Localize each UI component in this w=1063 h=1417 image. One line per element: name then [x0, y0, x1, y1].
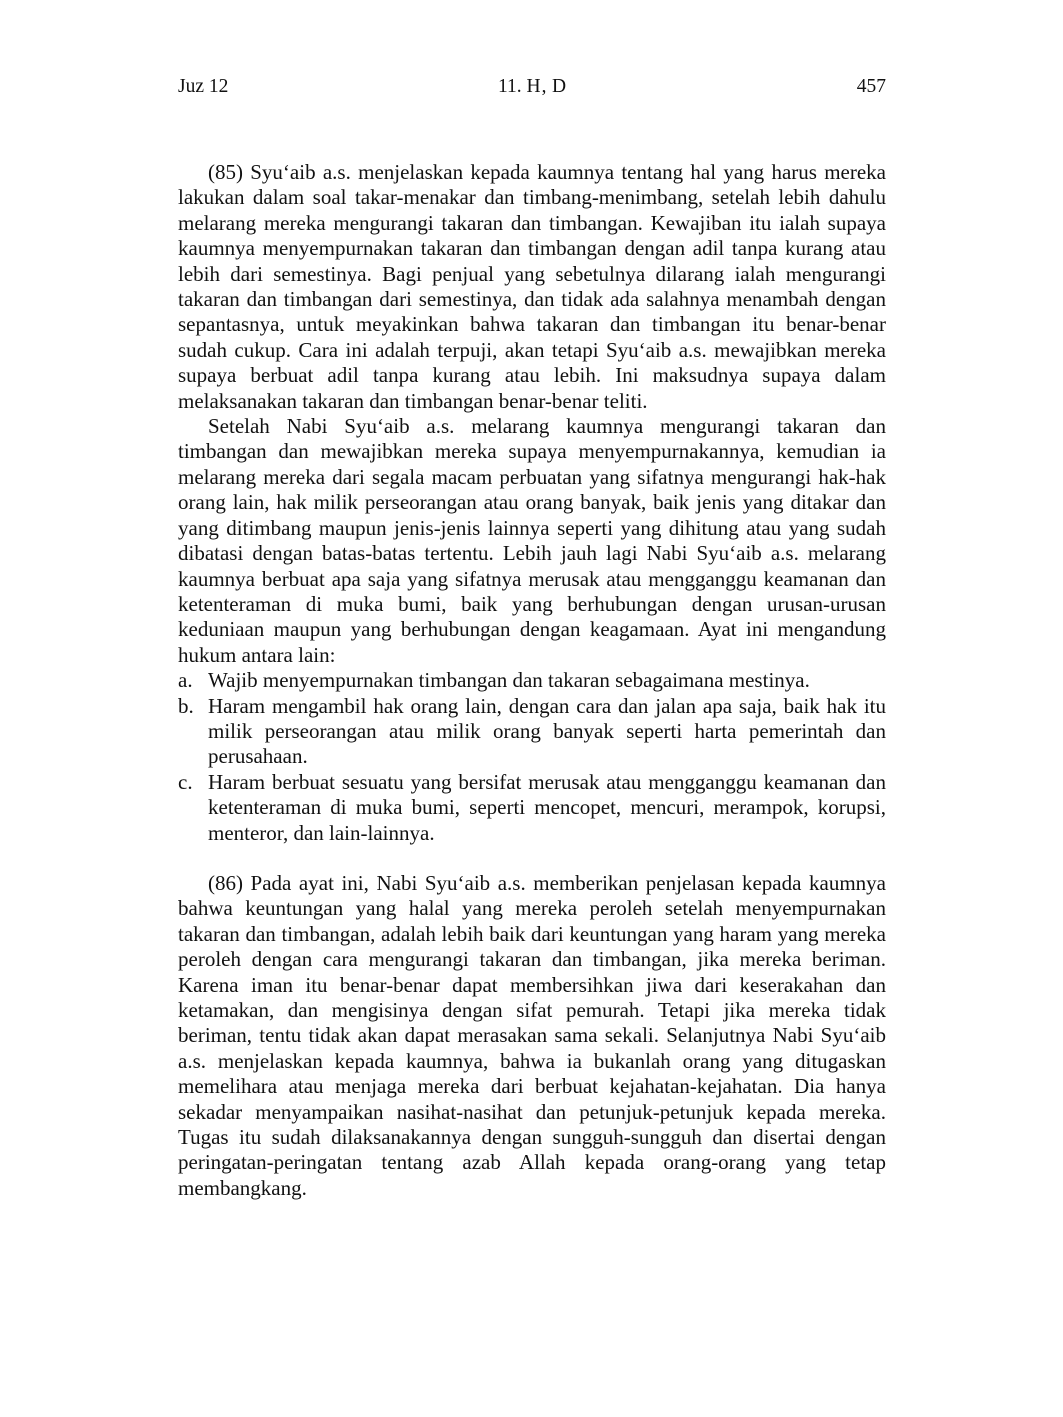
paragraph-85-continuation: Setelah Nabi Syu‘aib a.s. melarang kaumnya mengurangi takaran dan timbangan dan mewajibkan mereka supaya menyempurnakannya, kemudian ia melarang mereka dari segala macam perbuatan yang sifatnya mengurangi hak-hak orang lain, hak milik perseorangan atau orang banyak, baik jenis yang ditakar dan yang ditimbang maupun jenis-jenis lainnya seperti yang dihitung atau yang sudah dibatasi dengan batas-batas tertentu. Lebih jauh lagi Nabi Syu‘aib a.s. melarang kaumnya berbuat apa saja yang sifatnya merusak atau mengganggu keamanan dan ketenteraman di muka bumi, baik yang berhubungan dengan urusan-urusan keduniaan maupun yang berhubungan dengan keagamaan. Ayat ini mengandung hukum antara lain: [178, 414, 886, 667]
list-item-text: Haram mengambil hak orang lain, dengan cara dan jalan apa saja, baik hak itu milik perseorangan atau milik orang banyak seperti harta pemerintah dan perusahaan. [208, 693, 886, 769]
list-item [178, 770, 886, 846]
list-marker: a. [178, 668, 193, 693]
surah-title: 11. H‚ D [497, 76, 567, 97]
list-item-text: Haram berbuat sesuatu yang bersifat merusak atau mengganggu keamanan dan ketenteraman di muka bumi, seperti mencopet, mencuri, merampok, korupsi, menteror, dan lain-lainnya. [208, 769, 886, 845]
paragraph-86: (86) Pada ayat ini, Nabi Syu‘aib a.s. memberikan penjelasan kepada kaumnya bahwa keuntungan yang halal yang mereka peroleh setelah menyempurnakan takaran dan timbangan, adalah lebih baik dari keuntungan yang haram yang mereka peroleh dengan cara mengurangi takaran dan timbangan, jika mereka beriman. Karena iman itu benar-benar dapat membersihkan jiwa dari keserakahan dan ketamakan, dan mengisinya dengan sifat pemurah. Tetapi jika mereka tidak beriman, tentu tidak akan dapat merasakan sama sekali. Selanjutnya Nabi Syu‘aib a.s. menjelaskan kepada kaumnya, bahwa ia bukanlah orang yang ditugaskan memelihara atau menjaga mereka dari berbuat kejahatan-kejahatan. Dia hanya sekadar menyampaikan nasihat-nasihat dan petunjuk-petunjuk kepada mereka. Tugas itu sudah dilaksanakannya dengan sungguh-sungguh dan disertai dengan peringatan-peringatan tentang azab Allah kepada orang-orang yang tetap membangkang. [178, 870, 886, 1200]
list-marker: b. [178, 693, 194, 718]
section-86 [178, 871, 886, 1201]
section-85 [178, 160, 886, 846]
paragraph-85-intro: (85) Syu‘aib a.s. menjelaskan kepada kaumnya tentang hal yang harus mereka lakukan dalam soal takar-menakar dan timbang-menimbang, setelah lebih dahulu melarang mereka mengurangi takaran dan timbangan. Kewajiban itu ialah supaya kaumnya menyempurnakan takaran dan timbangan dengan adil tanpa kurang atau lebih dari semestinya. Bagi penjual yang sebetulnya dilarang ialah mengurangi takaran dan timbangan dari semestinya, dan tidak ada salahnya menambah dengan sepantasnya, untuk meyakinkan bahwa takaran dan timbangan itu benar-benar sudah cukup. Cara ini adalah terpuji, akan tetapi Syu‘aib a.s. mewajibkan mereka supaya berbuat adil tanpa kurang atau lebih. Ini maksudnya supaya dalam melaksanakan takaran dan timbangan benar-benar teliti. [178, 160, 886, 413]
hukum-list [178, 668, 886, 846]
section-spacer [178, 846, 886, 871]
list-item [178, 694, 886, 770]
juz-label: Juz 12 [178, 76, 229, 97]
list-item-text: Wajib menyempurnakan timbangan dan takaran sebagaimana mestinya. [208, 668, 810, 693]
page-body [178, 160, 886, 1201]
list-item [178, 668, 886, 693]
page-number: 457 [856, 76, 886, 97]
running-header [178, 76, 886, 102]
list-marker: c. [178, 769, 193, 794]
